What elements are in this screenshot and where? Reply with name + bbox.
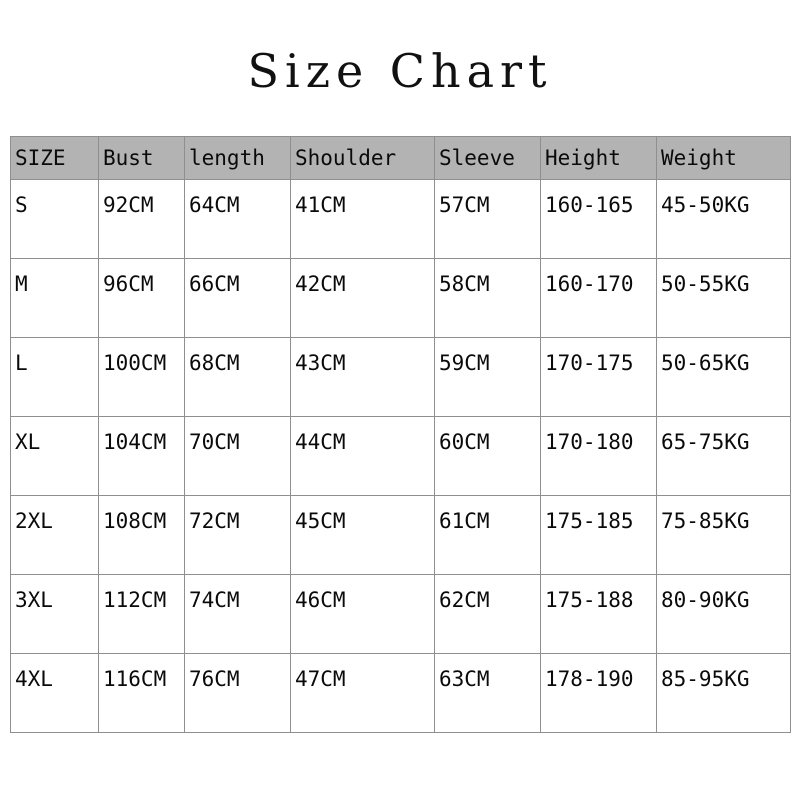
cell-bust xyxy=(99,338,185,417)
cell-text: S xyxy=(15,193,28,217)
cell-text: 70CM xyxy=(189,430,240,454)
cell-sleeve xyxy=(435,259,541,338)
cell-text: 175-188 xyxy=(545,588,634,612)
cell-height xyxy=(541,496,657,575)
cell-text: 76CM xyxy=(189,667,240,691)
table-row xyxy=(11,259,791,338)
cell-text: 43CM xyxy=(295,351,346,375)
cell-text: 116CM xyxy=(103,667,167,691)
cell-bust xyxy=(99,417,185,496)
cell-text: 2XL xyxy=(15,509,53,533)
cell-text: 46CM xyxy=(295,588,346,612)
cell-sleeve xyxy=(435,338,541,417)
cell-text: 68CM xyxy=(189,351,240,375)
cell-text: 160-165 xyxy=(545,193,634,217)
cell-text: 175-185 xyxy=(545,509,634,533)
cell-length xyxy=(185,180,291,259)
cell-text: M xyxy=(15,272,28,296)
cell-sleeve xyxy=(435,417,541,496)
cell-text: 80-90KG xyxy=(661,588,750,612)
cell-text: 92CM xyxy=(103,193,154,217)
cell-bust xyxy=(99,575,185,654)
cell-shoulder xyxy=(291,180,435,259)
table-row xyxy=(11,180,791,259)
cell-weight xyxy=(657,496,791,575)
cell-text: 108CM xyxy=(103,509,167,533)
cell-text: 100CM xyxy=(103,351,167,375)
cell-bust xyxy=(99,180,185,259)
cell-length xyxy=(185,575,291,654)
cell-text: 45CM xyxy=(295,509,346,533)
cell-text: L xyxy=(15,351,28,375)
cell-text: 112CM xyxy=(103,588,167,612)
cell-text: 41CM xyxy=(295,193,346,217)
cell-height xyxy=(541,259,657,338)
cell-text: 50-65KG xyxy=(661,351,750,375)
cell-shoulder xyxy=(291,575,435,654)
cell-size xyxy=(11,496,99,575)
cell-size xyxy=(11,575,99,654)
cell-text: 59CM xyxy=(439,351,490,375)
cell-weight xyxy=(657,259,791,338)
table-header xyxy=(11,137,791,180)
column-header-sleeve-label: Sleeve xyxy=(439,146,515,170)
cell-bust xyxy=(99,496,185,575)
cell-text: 47CM xyxy=(295,667,346,691)
cell-text: 50-55KG xyxy=(661,272,750,296)
cell-text: 170-175 xyxy=(545,351,634,375)
table-row xyxy=(11,496,791,575)
column-header-weight xyxy=(657,137,791,180)
column-header-height xyxy=(541,137,657,180)
cell-height xyxy=(541,417,657,496)
column-header-shoulder-label: Shoulder xyxy=(295,146,397,170)
cell-text: 42CM xyxy=(295,272,346,296)
cell-size xyxy=(11,180,99,259)
cell-text: 170-180 xyxy=(545,430,634,454)
cell-size xyxy=(11,338,99,417)
cell-height xyxy=(541,338,657,417)
table-header-row xyxy=(11,137,791,180)
table-body xyxy=(11,180,791,733)
size-chart-table-wrapper xyxy=(10,136,790,733)
cell-length xyxy=(185,654,291,733)
column-header-bust-label: Bust xyxy=(103,146,154,170)
cell-height xyxy=(541,654,657,733)
cell-shoulder xyxy=(291,417,435,496)
cell-text: 72CM xyxy=(189,509,240,533)
column-header-height-label: Height xyxy=(545,146,621,170)
table-row xyxy=(11,654,791,733)
cell-height xyxy=(541,575,657,654)
cell-text: 104CM xyxy=(103,430,167,454)
cell-text: 96CM xyxy=(103,272,154,296)
cell-text: 63CM xyxy=(439,667,490,691)
cell-text: 160-170 xyxy=(545,272,634,296)
cell-size xyxy=(11,417,99,496)
cell-weight xyxy=(657,180,791,259)
cell-text: 60CM xyxy=(439,430,490,454)
column-header-weight-label: Weight xyxy=(661,146,737,170)
cell-text: 75-85KG xyxy=(661,509,750,533)
cell-text: 58CM xyxy=(439,272,490,296)
cell-shoulder xyxy=(291,338,435,417)
table-row xyxy=(11,338,791,417)
cell-text: 45-50KG xyxy=(661,193,750,217)
cell-text: 74CM xyxy=(189,588,240,612)
column-header-sleeve xyxy=(435,137,541,180)
column-header-shoulder xyxy=(291,137,435,180)
cell-sleeve xyxy=(435,575,541,654)
column-header-length xyxy=(185,137,291,180)
cell-text: 85-95KG xyxy=(661,667,750,691)
cell-text: 4XL xyxy=(15,667,53,691)
cell-size xyxy=(11,654,99,733)
cell-weight xyxy=(657,654,791,733)
cell-length xyxy=(185,417,291,496)
cell-text: 62CM xyxy=(439,588,490,612)
cell-shoulder xyxy=(291,259,435,338)
cell-text: 61CM xyxy=(439,509,490,533)
cell-sleeve xyxy=(435,496,541,575)
cell-text: 44CM xyxy=(295,430,346,454)
cell-height xyxy=(541,180,657,259)
cell-text: 65-75KG xyxy=(661,430,750,454)
cell-size xyxy=(11,259,99,338)
cell-shoulder xyxy=(291,654,435,733)
cell-text: XL xyxy=(15,430,41,454)
cell-sleeve xyxy=(435,654,541,733)
cell-weight xyxy=(657,417,791,496)
cell-text: 64CM xyxy=(189,193,240,217)
cell-text: 57CM xyxy=(439,193,490,217)
column-header-length-label: length xyxy=(189,146,265,170)
cell-bust xyxy=(99,654,185,733)
column-header-bust xyxy=(99,137,185,180)
cell-text: 66CM xyxy=(189,272,240,296)
column-header-size xyxy=(11,137,99,180)
cell-text: 3XL xyxy=(15,588,53,612)
table-row xyxy=(11,417,791,496)
cell-weight xyxy=(657,338,791,417)
size-chart-table xyxy=(10,136,791,733)
cell-bust xyxy=(99,259,185,338)
cell-length xyxy=(185,338,291,417)
cell-length xyxy=(185,259,291,338)
cell-weight xyxy=(657,575,791,654)
cell-length xyxy=(185,496,291,575)
table-row xyxy=(11,575,791,654)
column-header-size-label: SIZE xyxy=(15,146,66,170)
cell-shoulder xyxy=(291,496,435,575)
page-title: Size Chart xyxy=(247,44,553,98)
cell-sleeve xyxy=(435,180,541,259)
cell-text: 178-190 xyxy=(545,667,634,691)
